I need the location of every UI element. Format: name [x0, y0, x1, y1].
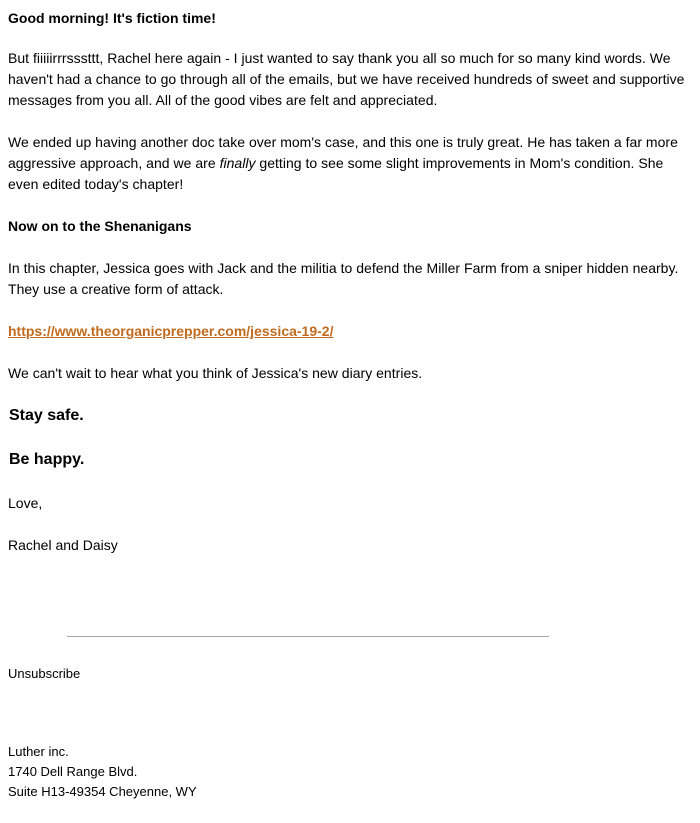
- update-emphasis: finally: [219, 155, 256, 171]
- company-address: [8, 742, 197, 802]
- chapter-summary: In this chapter, Jessica goes with Jack and the militia to defend the Miller Farm from a sniper hidden nearby. They use a creative form of attack.: [8, 260, 679, 297]
- chapter-link-wrapper: [8, 321, 692, 342]
- unsubscribe-link[interactable]: Unsubscribe: [8, 666, 81, 681]
- closing-note: We can't wait to hear what you think of Jessica's new diary entries.: [8, 365, 423, 381]
- sign-off: Love,: [8, 495, 43, 511]
- update-paragraph: [8, 132, 692, 195]
- intro-paragraph: But fiiiiirrrsssttt, Rachel here again - I just wanted to say thank you all so much for so many kind words. We haven't had a chance to go through all of the emails, but we have received hundreds of sweet and supportive messages from you all. All of the good vibes are felt and appreciated.: [8, 50, 685, 108]
- chapter-link[interactable]: https://www.theorganicprepper.com/jessica-19-2/: [8, 323, 334, 339]
- shenanigans-subheading: Now on to the Shenanigans: [8, 218, 192, 234]
- company-name: Luther inc.: [8, 744, 69, 759]
- update-text-before: We ended up having another doc take over mom's case, and this one is truly great. He has taken a far more aggressive approach, and we are: [8, 134, 678, 171]
- stay-safe-heading: Stay safe.: [9, 407, 84, 424]
- company-suite-city: Suite H13-49354 Cheyenne, WY: [8, 784, 197, 799]
- signature: Rachel and Daisy: [8, 537, 118, 553]
- update-text-after: getting to see some slight improvements in Mom's condition. She even edited today's chapter!: [8, 155, 664, 192]
- greeting-heading: Good morning! It's fiction time!: [8, 10, 216, 26]
- be-happy-heading: Be happy.: [9, 451, 85, 468]
- footer-divider: [67, 636, 549, 637]
- company-street: 1740 Dell Range Blvd.: [8, 764, 138, 779]
